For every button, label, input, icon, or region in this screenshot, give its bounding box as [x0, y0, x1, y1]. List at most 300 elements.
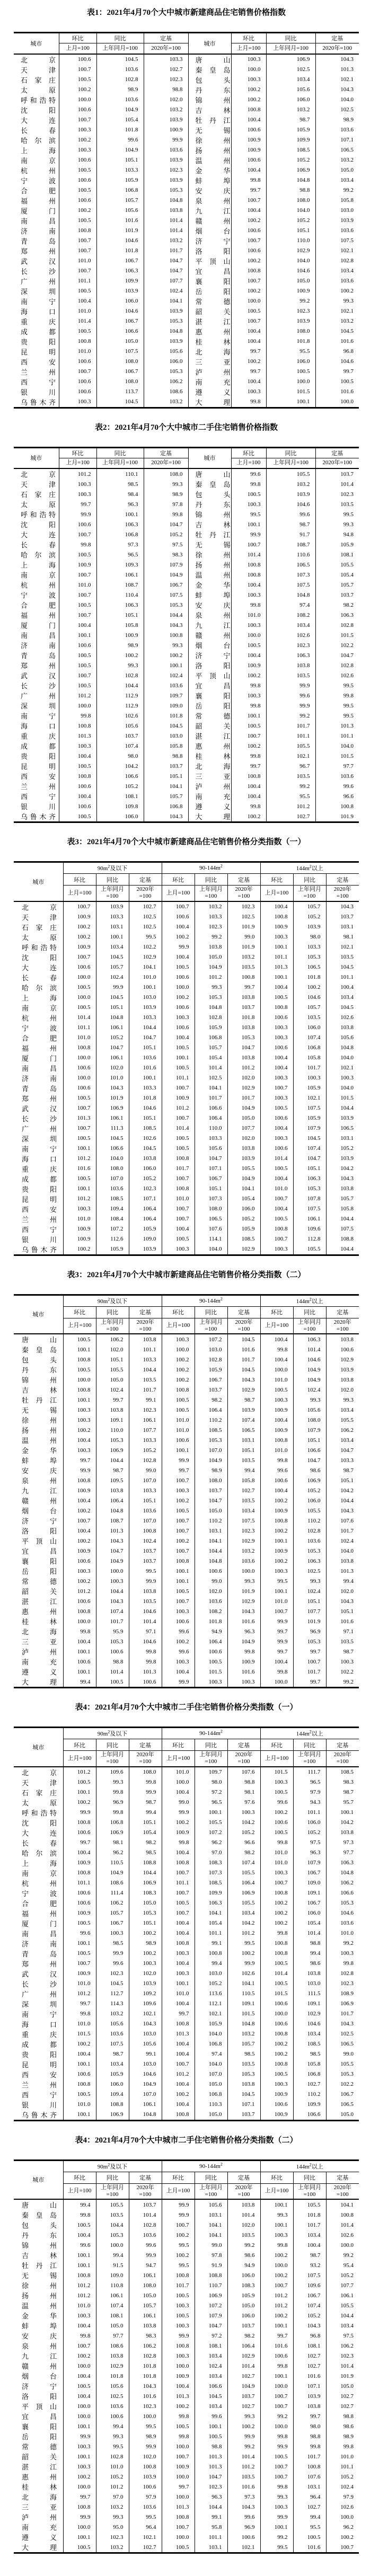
column-subheader-2 [129, 886, 162, 901]
value-cell: 104.4 [129, 1365, 162, 1375]
group-header-text: 144m [296, 865, 310, 872]
value-cell: 99.8 [96, 1787, 129, 1798]
value-cell: 100.2 [227, 1949, 260, 1959]
value-cell: 100.6 [129, 1677, 162, 1688]
value-cell: 100.3 [129, 1959, 162, 1969]
column-header-2: 定基 [227, 2172, 260, 2183]
city-name: 韶关 [195, 307, 231, 316]
table-row [14, 1465, 359, 1475]
value-cell: 99.7 [63, 1455, 96, 1465]
city-cell [14, 1918, 63, 1928]
city-cell [14, 1596, 63, 1606]
value-cell: 100.1 [96, 932, 129, 942]
city-name: 贵阳 [22, 2050, 57, 2059]
value-cell: 100.5 [63, 982, 96, 993]
value-cell: 100.3 [260, 2502, 293, 2512]
value-cell: 110.4 [96, 590, 144, 600]
value-cell: 100.1 [260, 1536, 293, 1546]
city-name: 北京 [21, 471, 56, 479]
value-cell: 100.5 [266, 367, 315, 377]
value-cell: 100.6 [260, 2019, 293, 2029]
subheader-line: =100 [336, 2191, 349, 2198]
table-row [14, 1576, 359, 1586]
value-cell: 100.2 [260, 2250, 293, 2260]
value-cell: 103.9 [293, 922, 326, 932]
city-cell [14, 1395, 63, 1405]
value-cell: 97.1 [326, 1626, 359, 1636]
value-cell: 99.8 [227, 1646, 260, 1657]
value-cell: 105.2 [326, 2270, 359, 2280]
value-cell: 105.5 [266, 468, 315, 479]
city-cell [188, 660, 231, 670]
city-name: 太原 [22, 1799, 57, 1807]
value-cell: 103.1 [227, 1435, 260, 1445]
value-cell: 100.8 [260, 1435, 293, 1445]
value-cell: 100.6 [162, 1023, 195, 1033]
value-cell: 102.3 [195, 922, 227, 932]
value-cell: 105.2 [144, 529, 188, 539]
value-cell: 107.5 [144, 590, 188, 600]
value-cell: 102.8 [129, 2351, 162, 2361]
value-cell: 108.6 [144, 387, 188, 397]
value-cell: 102.8 [129, 2220, 162, 2230]
city-cell [14, 1677, 63, 1688]
value-cell: 103.9 [129, 1244, 162, 1255]
value-cell: 100.5 [260, 1164, 293, 1174]
city-cell [188, 711, 231, 721]
value-cell: 105.2 [195, 1979, 227, 1989]
city-name: 唐山 [22, 2201, 57, 2209]
value-cell: 101.5 [260, 1767, 293, 1777]
city-name: 烟台 [22, 2373, 57, 2380]
value-cell: 106.4 [195, 1405, 227, 1415]
value-cell: 100.7 [59, 590, 96, 600]
value-cell: 100.5 [63, 1134, 96, 1144]
value-cell: 100.0 [231, 630, 266, 640]
value-cell: 106.1 [96, 1053, 129, 1063]
column-subheader-0 [63, 1751, 96, 1767]
column-header-2: 定基 [129, 874, 162, 886]
table-row [14, 751, 359, 761]
value-cell: 102.3 [227, 1526, 260, 1536]
city-cell [188, 145, 231, 155]
value-cell: 100.3 [59, 741, 96, 751]
table-row [14, 1174, 359, 1184]
value-cell: 105.1 [227, 1445, 260, 1455]
city-cell [188, 296, 231, 306]
table-title-t1: 表1：2021年4月70个大中城市新建商品住宅销售价格指数 [86, 8, 286, 17]
table-row [14, 377, 359, 387]
value-cell: 101.3 [315, 721, 359, 731]
value-cell: 108.5 [293, 2039, 326, 2049]
value-cell: 104.8 [195, 1556, 227, 1566]
value-cell: 106.6 [96, 1144, 129, 1154]
value-cell: 99.7 [315, 367, 359, 377]
value-cell: 99.5 [129, 1566, 162, 1576]
value-cell: 100.7 [63, 1959, 96, 1969]
city-name: 呼和浩特 [22, 943, 57, 952]
value-cell: 99.9 [260, 1616, 293, 1626]
city-cell [14, 2029, 63, 2039]
value-cell: 103.3 [96, 165, 144, 175]
value-cell: 100.2 [63, 2351, 96, 2361]
value-cell: 104.8 [195, 1003, 227, 1013]
value-cell: 105.7 [326, 1194, 359, 1204]
value-cell: 99.4 [227, 1465, 260, 1475]
value-cell: 100.5 [96, 1677, 129, 1688]
city-cell [188, 771, 231, 781]
value-cell: 104.6 [129, 2069, 162, 2079]
value-cell: 106.2 [326, 1425, 359, 1435]
value-cell: 97.5 [293, 1838, 326, 1848]
value-cell: 105.8 [144, 741, 188, 751]
value-cell: 109.0 [293, 1878, 326, 1888]
value-cell: 100.1 [63, 2421, 96, 2431]
city-name: 济南 [22, 1940, 57, 1948]
value-cell: 103.2 [315, 155, 359, 165]
table-row [14, 1959, 359, 1969]
value-cell: 105.5 [293, 1506, 326, 1516]
city-cell [14, 932, 63, 942]
value-cell: 107.4 [96, 1606, 129, 1616]
data-table-t2 [14, 447, 359, 824]
subheader-line: 2020年 [333, 2184, 351, 2191]
table-row [14, 2220, 359, 2230]
value-cell: 104.3 [326, 1596, 359, 1606]
value-cell: 106.7 [326, 2090, 359, 2100]
value-cell: 100.7 [59, 266, 96, 276]
table-row [14, 296, 359, 306]
city-name: 包头 [22, 1356, 57, 1364]
value-cell: 100.7 [59, 529, 96, 539]
value-cell: 106.7 [293, 1868, 326, 1878]
city-cell [188, 680, 231, 691]
value-cell: 109.1 [293, 1888, 326, 1898]
value-cell: 100.0 [260, 2260, 293, 2270]
city-name: 兰州 [21, 368, 56, 376]
value-cell: 105.2 [96, 781, 144, 791]
value-cell: 100.8 [59, 226, 96, 236]
value-cell: 103.6 [129, 2502, 162, 2512]
value-cell: 100.6 [59, 175, 96, 185]
value-cell: 104.5 [227, 1365, 260, 1375]
value-cell: 96.6 [227, 1838, 260, 1848]
table-row [14, 1667, 359, 1677]
column-subheader-2: 2020年=100 [315, 458, 359, 468]
city-cell [14, 670, 59, 680]
table-row [14, 2371, 359, 2381]
value-cell: 100.2 [260, 2311, 293, 2321]
value-cell: 105.5 [227, 1898, 260, 1908]
table-row [14, 2361, 359, 2371]
column-subheader-0 [63, 2183, 96, 2199]
city-cell [14, 590, 59, 600]
value-cell: 100.9 [63, 1969, 96, 1979]
group-header-1 [162, 1728, 260, 1739]
value-cell: 102.1 [129, 2009, 162, 2019]
value-cell: 104.3 [144, 811, 188, 822]
value-cell: 99.8 [293, 2441, 326, 2451]
value-cell: 100.6 [63, 1898, 96, 1908]
column-subheader-2 [129, 1318, 162, 1334]
group-header-text: 90m [97, 2163, 108, 2170]
value-cell: 101.5 [315, 630, 359, 640]
city-name: 平顶山 [22, 1537, 57, 1545]
value-cell: 96.9 [227, 2522, 260, 2532]
column-subheader-1 [293, 886, 326, 901]
table-section-t4b [14, 2135, 388, 2554]
value-cell: 105.5 [266, 741, 315, 751]
value-cell: 100.5 [63, 1174, 96, 1184]
value-cell: 96.4 [293, 2492, 326, 2502]
value-cell: 104.7 [96, 1043, 129, 1053]
value-cell: 102.6 [96, 711, 144, 721]
value-cell: 100.9 [231, 660, 266, 670]
value-cell: 106.0 [144, 357, 188, 367]
value-cell: 101.2 [162, 1103, 195, 1113]
value-cell: 100.8 [162, 2341, 195, 2351]
table-section-t3b [14, 1270, 388, 1689]
column-subheader-1 [96, 2183, 129, 2199]
data-table-t4a [14, 1727, 359, 2121]
value-cell: 99.7 [293, 2411, 326, 2421]
city-name: 锦州 [195, 511, 231, 519]
city-cell [188, 175, 231, 185]
column-subheader-1 [96, 1318, 129, 1334]
city-name: 上海 [21, 561, 56, 569]
value-cell: 101.4 [129, 1616, 162, 1626]
table-row [14, 2482, 359, 2492]
value-cell: 100.2 [162, 932, 195, 942]
value-cell: 103.4 [195, 2351, 227, 2361]
value-cell: 105.4 [293, 1918, 326, 1928]
column-header-1: 同比 [96, 33, 144, 43]
table-row [14, 539, 359, 550]
city-name: 合肥 [22, 1034, 57, 1042]
city-cell [188, 85, 231, 95]
subheader-line: =100 [237, 2191, 250, 2198]
city-cell [188, 266, 231, 276]
city-name: 平顶山 [22, 2403, 57, 2411]
city-name: 上海 [22, 1859, 57, 1867]
subheader-line: =100 [106, 2191, 119, 2198]
city-cell [14, 741, 59, 751]
value-cell: 99.6 [195, 2411, 227, 2421]
city-cell [14, 1355, 63, 1365]
value-cell: 100.5 [260, 1979, 293, 1989]
value-cell: 107.4 [96, 2300, 129, 2311]
value-cell: 105.9 [315, 539, 359, 550]
city-name: 厦门 [21, 207, 56, 215]
city-name: 长春 [22, 973, 57, 982]
city-name: 包头 [195, 76, 231, 84]
value-cell: 104.0 [315, 95, 359, 105]
value-cell: 106.9 [96, 2110, 129, 2121]
city-cell [188, 489, 231, 499]
value-cell: 100.6 [63, 1083, 96, 1093]
value-cell: 103.6 [293, 1536, 326, 1546]
value-cell: 96.2 [195, 1838, 227, 1848]
value-cell: 100.4 [162, 1848, 195, 1858]
value-cell: 104.7 [195, 2472, 227, 2482]
value-cell: 100.8 [260, 1949, 293, 1959]
value-cell: 100.4 [260, 1174, 293, 1184]
city-name: 遵义 [22, 2534, 57, 2542]
value-cell: 101.9 [293, 1616, 326, 1626]
table-row [14, 691, 359, 701]
city-cell [14, 1164, 63, 1174]
value-cell: 100.7 [231, 236, 266, 246]
city-cell [14, 680, 59, 691]
value-cell: 103.3 [326, 1455, 359, 1465]
subheader-line: 2020年 [235, 1751, 253, 1758]
value-cell: 105.1 [129, 1818, 162, 1828]
city-name: 北海 [195, 763, 231, 771]
value-cell: 102.0 [227, 1134, 260, 1144]
city-name: 南宁 [21, 297, 56, 306]
value-cell: 100.1 [129, 982, 162, 993]
value-cell: 105.2 [96, 2472, 129, 2482]
value-cell: 99.9 [162, 2199, 195, 2210]
city-name: 北京 [22, 903, 57, 911]
table-row [14, 1526, 359, 1536]
value-cell: 103.5 [315, 499, 359, 509]
value-cell: 102.9 [227, 2351, 260, 2361]
city-name: 烟台 [195, 227, 231, 235]
value-cell: 100.5 [231, 489, 266, 499]
value-cell: 98.6 [326, 2421, 359, 2431]
value-cell: 101.4 [162, 1123, 195, 1134]
value-cell: 99.6 [266, 509, 315, 519]
value-cell: 100.2 [227, 2421, 260, 2431]
city-cell [188, 276, 231, 286]
value-cell: 100.5 [260, 1103, 293, 1113]
city-name: 无锡 [22, 1406, 57, 1414]
city-cell [188, 105, 231, 115]
city-name: 大理 [22, 2544, 57, 2552]
value-cell: 99.4 [96, 2250, 129, 2260]
group-header-text: 144m [296, 1298, 310, 1305]
city-cell [14, 791, 59, 801]
value-cell: 102.1 [227, 2542, 260, 2553]
city-cell [188, 347, 231, 357]
value-cell: 105.3 [96, 1636, 129, 1646]
value-cell: 106.1 [129, 2100, 162, 2110]
value-cell: 100.0 [59, 95, 96, 105]
value-cell: 98.5 [96, 479, 144, 489]
group-header-text: 90-144m [199, 2163, 221, 2170]
value-cell: 99.7 [260, 1646, 293, 1657]
city-cell [14, 155, 59, 165]
value-cell: 105.4 [227, 1194, 260, 1204]
value-cell: 102.7 [293, 2351, 326, 2361]
city-cell [14, 2341, 63, 2351]
value-cell: 105.9 [293, 1113, 326, 1123]
city-cell [14, 1546, 63, 1556]
value-cell: 104.4 [195, 1546, 227, 1556]
table-row [14, 216, 359, 226]
value-cell: 100.2 [63, 1506, 96, 1516]
value-cell: 103.5 [227, 2059, 260, 2069]
city-cell [188, 226, 231, 236]
value-cell: 108.0 [266, 326, 315, 337]
city-name: 锦州 [195, 96, 231, 104]
column-header-2: 定基 [129, 2172, 162, 2183]
value-cell: 103.6 [129, 2230, 162, 2240]
city-name: 湛江 [195, 732, 231, 740]
table-row [14, 479, 359, 489]
city-name: 遵义 [22, 1668, 57, 1676]
value-cell: 103.9 [326, 1154, 359, 1164]
value-cell: 100.6 [59, 377, 96, 387]
value-cell: 104.3 [96, 1596, 129, 1606]
value-cell: 103.7 [227, 2391, 260, 2401]
value-cell: 104.6 [266, 266, 315, 276]
column-header-1: 同比 [195, 1739, 227, 1751]
value-cell: 110.7 [195, 2280, 227, 2290]
city-name: 金华 [195, 166, 231, 175]
value-cell: 96.2 [326, 2522, 359, 2532]
value-cell: 101.1 [260, 952, 293, 962]
value-cell: 100.3 [63, 2311, 96, 2321]
table-section-t2 [14, 422, 388, 824]
value-cell: 99.1 [195, 1938, 227, 1949]
value-cell: 105.0 [129, 1898, 162, 1908]
value-cell: 100.0 [96, 2240, 129, 2250]
table-row [14, 326, 359, 337]
value-cell: 103.4 [266, 75, 315, 85]
value-cell: 95.9 [96, 1626, 129, 1636]
subheader-line: 2020年 [235, 2184, 253, 2191]
value-cell: 99.8 [231, 801, 266, 811]
table-section-t4a [14, 1702, 388, 2121]
city-name: 桂林 [22, 1618, 57, 1626]
value-cell: 101.0 [59, 306, 96, 316]
column-header-2: 定基 [227, 1306, 260, 1318]
value-cell: 106.5 [195, 1214, 227, 1224]
value-cell: 100.7 [59, 670, 96, 680]
value-cell: 103.3 [129, 1485, 162, 1495]
value-cell: 103.7 [227, 2110, 260, 2121]
table-row [14, 206, 359, 216]
city-name: 西安 [22, 1205, 57, 1214]
value-cell: 105.5 [293, 1244, 326, 1255]
value-cell: 103.3 [129, 1083, 162, 1093]
value-cell: 103.0 [293, 1979, 326, 1989]
value-cell: 104.3 [315, 54, 359, 65]
city-cell [188, 801, 231, 811]
value-cell: 104.3 [315, 85, 359, 95]
value-cell: 101.1 [129, 1344, 162, 1355]
value-cell: 104.4 [326, 1244, 359, 1255]
value-cell: 100.0 [129, 2411, 162, 2421]
value-cell: 103.8 [96, 2351, 129, 2361]
value-cell: 98.7 [227, 1395, 260, 1405]
value-cell: 103.3 [195, 912, 227, 922]
table-row [14, 2019, 359, 2029]
value-cell: 104.0 [326, 1546, 359, 1556]
city-cell [14, 266, 59, 276]
value-cell: 100.5 [63, 1365, 96, 1375]
value-cell: 99.2 [260, 2411, 293, 2421]
table-row [14, 1999, 359, 2009]
value-cell: 107.0 [129, 2090, 162, 2100]
city-name: 南京 [21, 156, 56, 165]
value-cell: 104.9 [227, 1636, 260, 1646]
value-cell: 108.0 [266, 196, 315, 206]
table-row [14, 2300, 359, 2311]
subheader-line: =100 [205, 1325, 217, 1332]
